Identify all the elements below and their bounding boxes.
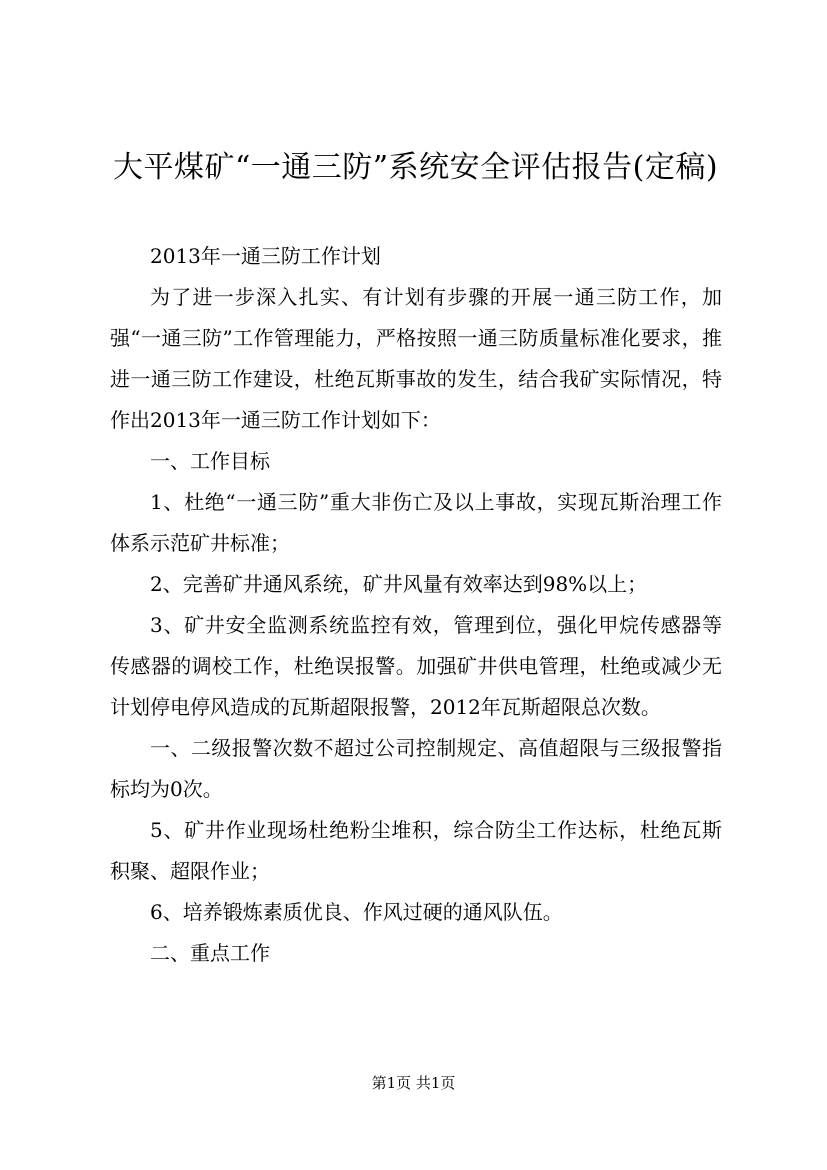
paragraph-intro: 为了进一步深入扎实、有计划有步骤的开展一通三防工作，加强“一通三防”工作管理能力，严格按照一通三防质量标准化要求，推进一通三防工作建设，杜绝瓦斯事故的发生，结合我矿实际情况，特作出2013年一通三防工作计划如下：	[110, 285, 722, 432]
paragraph-plan-title: 2013年一通三防工作计划	[150, 244, 381, 268]
section-heading-goals: 一、工作目标	[150, 449, 270, 473]
document-body	[110, 236, 722, 974]
paragraph-goal-1: 1、杜绝“一通三防”重大非伤亡及以上事故，实现瓦斯治理工作体系示范矿井标准；	[110, 490, 722, 555]
paragraph-goal-5: 5、矿井作业现场杜绝粉尘堆积，综合防尘工作达标，杜绝瓦斯积聚、超限作业；	[110, 818, 722, 883]
paragraph-goal-2: 2、完善矿井通风系统，矿井风量有效率达到98%以上；	[150, 572, 648, 596]
document-title: 大平煤矿“一通三防”系统安全评估报告(定稿)	[112, 150, 719, 185]
paragraph-goal-6: 6、培养锻炼素质优良、作风过硬的通风队伍。	[150, 900, 563, 924]
paragraph-goal-3: 3、矿井安全监测系统监控有效，管理到位，强化甲烷传感器等传感器的调校工作，杜绝误报警。加强矿井供电管理，杜绝或减少无计划停电停风造成的瓦斯超限报警，2012年瓦斯超限总次数。	[110, 613, 722, 719]
section-heading-key-work: 二、重点工作	[150, 941, 270, 965]
page-footer: 第1页 共1页	[371, 1074, 456, 1092]
paragraph-goal-alarm: 一、二级报警次数不超过公司控制规定、高值超限与三级报警指标均为0次。	[110, 736, 722, 801]
